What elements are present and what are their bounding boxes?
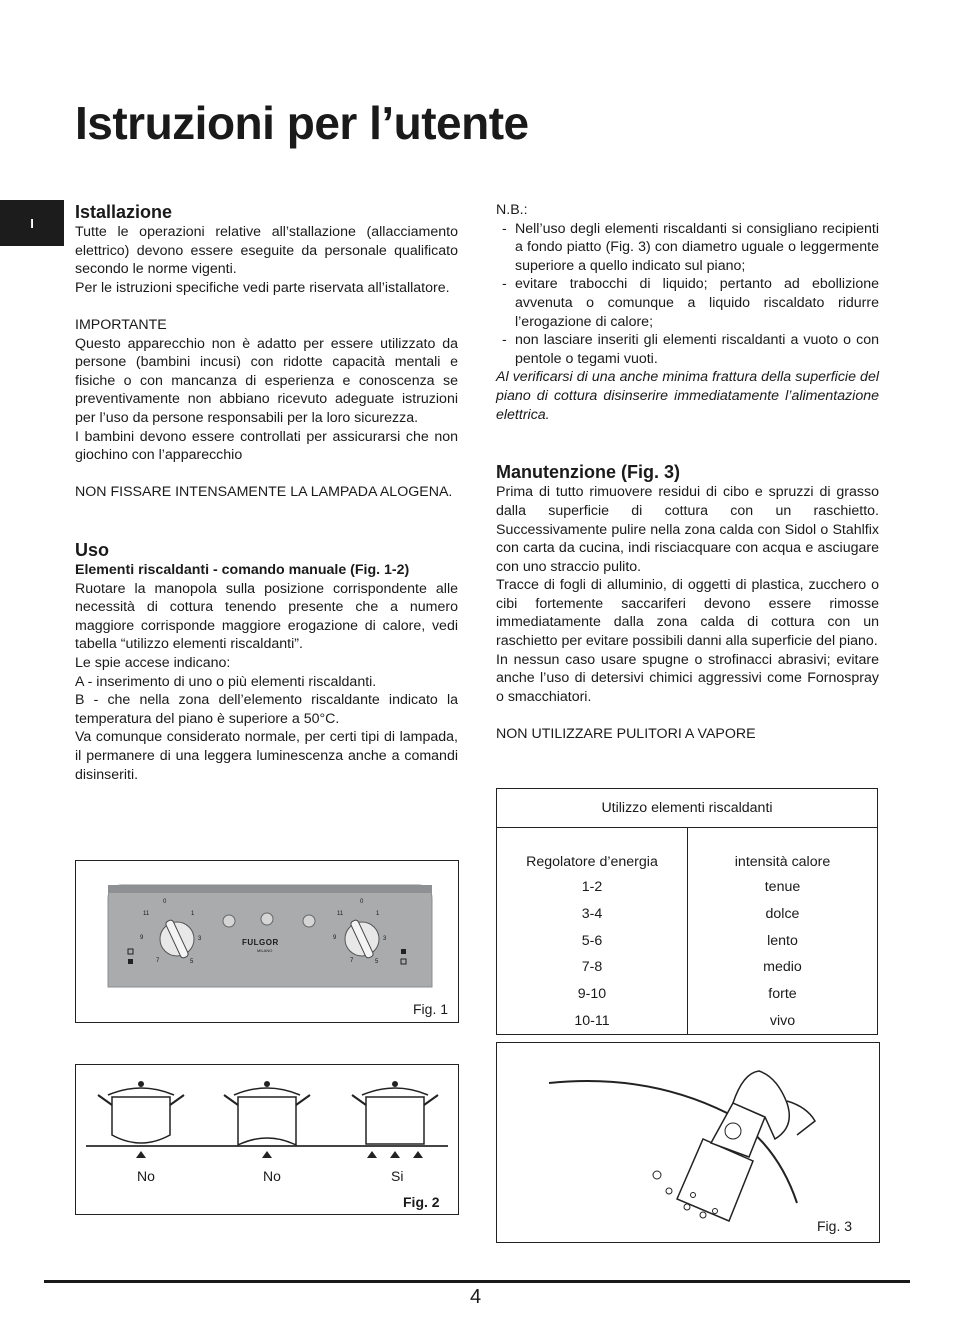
dial-number: 7	[350, 958, 354, 964]
pan-label-1: No	[137, 1168, 155, 1184]
table-cell: vivo	[688, 1007, 878, 1034]
table-cell: 7-8	[497, 954, 688, 981]
nb-label: N.B.:	[496, 202, 528, 218]
maintenance-paragraph-2: Tracce di fogli di alluminio, di oggetti di plastica, zucchero o cibi fortemente saccariferi devono essere rimosse immediatamente dalla zona calda di cottura con un raschietto per evitare possibili danni alla superficie del piano.	[496, 577, 879, 650]
dial-number: 1	[191, 911, 195, 917]
important-label: IMPORTANTE	[75, 316, 167, 333]
figure-2-pans	[75, 1064, 459, 1215]
nb-item: - Nell’uso degli elementi riscaldanti si consigliano recipienti a fondo piatto (Fig. 3) con diametro uguale o leggermente superiore a quello indicato sul piano;	[496, 220, 879, 276]
figure-1-control-panel	[75, 860, 459, 1023]
scraper-illustration	[497, 1043, 879, 1242]
nb-list	[496, 220, 879, 369]
brand-subtitle: MILANO	[257, 948, 273, 953]
dial-number: 3	[198, 936, 202, 942]
table-cell: medio	[688, 954, 878, 981]
use-paragraph-1: Ruotare la manopola sulla posizione corrispondente alle necessità di cottura tenendo presente che a numero maggiore corrisponde maggiore erogazione di calore, vedi tabella “utilizzo elementi riscaldanti”.	[75, 580, 458, 653]
dial-number: 5	[190, 959, 194, 965]
use-paragraph-2: Le spie accese indicano:	[75, 655, 231, 672]
halogen-warning: NON FISSARE INTENSAMENTE LA LAMPADA ALOGENA.	[75, 484, 453, 501]
page-title: Istruzioni per l’utente	[75, 97, 529, 149]
dial-number: 11	[143, 911, 150, 917]
use-paragraph-5: Va comunque considerato normale, per certi tipi di lampada, il permanere di una leggera luminescenza anche a comandi disinseriti.	[75, 729, 458, 783]
maintenance-paragraph-3: In nessun caso usare spugne o strofinacci abrasivi; evitare anche l’uso di detersivi chimici aggressivi come Fornospray o smacchiatori.	[496, 651, 879, 705]
installation-paragraph-1: Tutte le operazioni relative all’stallazione (allacciamento elettrico) devono essere eseguite da personale qualificato secondo le norme vigenti.	[75, 224, 458, 278]
safety-paragraph: Questo apparecchio non è adatto per essere utilizzato da persone (bambini incusi) con ridotte capacità mentali e fisiche o con mancanza di esperienza e conoscenza se preventivamente non abbiano ricevuto adeguate istruzioni per l’uso da persone responsabili per la loro sicurezza.	[75, 335, 458, 426]
table-header-intensity: intensità calore	[688, 828, 878, 875]
children-paragraph: I bambini devono essere controllati per assicurarsi che non giochino con l’apparecchio	[75, 428, 458, 464]
table-cell: lento	[688, 927, 878, 954]
footer-divider	[44, 1280, 910, 1283]
dial-number: 11	[337, 911, 344, 917]
table-cell: 10-11	[497, 1007, 688, 1034]
pan-illustration	[76, 1065, 458, 1214]
brand-logo: FULGOR	[242, 938, 279, 947]
table-cell: forte	[688, 981, 878, 1008]
installation-heading: Istallazione	[75, 202, 173, 222]
pan-label-2: No	[263, 1168, 281, 1184]
dial-number: 1	[376, 911, 380, 917]
table-cell: dolce	[688, 901, 878, 928]
dial-number: 5	[375, 959, 379, 965]
maintenance-paragraph-1: Prima di tutto rimuovere residui di cibo e spruzzi di grasso dalla superficie di cottura con un raschietto. Successivamente pulire nella zona calda con Sidol o Stahlfix con carta da cucina, indi risciacquare con acqua e asciugare con uno straccio pulito.	[496, 484, 879, 575]
figure-1-caption: Fig. 1	[413, 1001, 449, 1017]
figure-3-caption: Fig. 3	[817, 1218, 853, 1234]
dial-number: 0	[163, 899, 167, 905]
table-title: Utilizzo elementi riscaldanti	[497, 789, 878, 828]
language-tab: I	[0, 200, 64, 246]
pan-label-3: Si	[391, 1168, 404, 1184]
use-heading: Uso	[75, 540, 110, 561]
table-cell: tenue	[688, 874, 878, 901]
dial-number: 3	[383, 936, 387, 942]
figure-2-caption: Fig. 2	[403, 1194, 440, 1210]
right-column	[496, 201, 879, 744]
dial-number: 0	[360, 899, 364, 905]
maintenance-heading: Manutenzione (Fig. 3)	[496, 462, 680, 483]
table-cell: 5-6	[497, 927, 688, 954]
use-paragraph-3: A - inserimento di uno o più elementi riscaldanti.	[75, 673, 377, 690]
use-subheading: Elementi riscaldanti - comando manuale (Fig. 1-2)	[75, 562, 410, 579]
table-cell: 1-2	[497, 874, 688, 901]
figure-3-scraper	[496, 1042, 880, 1243]
heat-settings-table	[496, 788, 878, 1035]
table-header-regulator: Regolatore d’energia	[497, 828, 688, 875]
dial-number: 7	[156, 958, 160, 964]
steam-cleaner-warning: NON UTILIZZARE PULITORI A VAPORE	[496, 726, 756, 743]
dial-number: 9	[333, 935, 337, 941]
dial-number: 9	[140, 935, 144, 941]
page-number: 4	[470, 1286, 482, 1308]
installation-paragraph-2: Per le istruzioni specifiche vedi parte riservata all’istallatore.	[75, 279, 450, 296]
left-column	[75, 201, 458, 784]
fracture-warning: Al verificarsi di una anche minima frattura della superficie del piano di cottura disinserire immediatamente l’alimentazione elettrica.	[496, 369, 879, 423]
nb-item: - non lasciare inseriti gli elementi riscaldanti a vuoto o con pentole o tegami vuoti.	[496, 331, 879, 368]
nb-item: - evitare trabocchi di liquido; pertanto ad ebollizione avvenuta o comunque a liquido riscaldato ridurre l’erogazione di calore;	[496, 275, 879, 331]
use-paragraph-4: B - che nella zona dell’elemento riscaldante indicato la temperatura del piano è superiore a 50°C.	[75, 692, 458, 727]
table-cell: 9-10	[497, 981, 688, 1008]
table-cell: 3-4	[497, 901, 688, 928]
